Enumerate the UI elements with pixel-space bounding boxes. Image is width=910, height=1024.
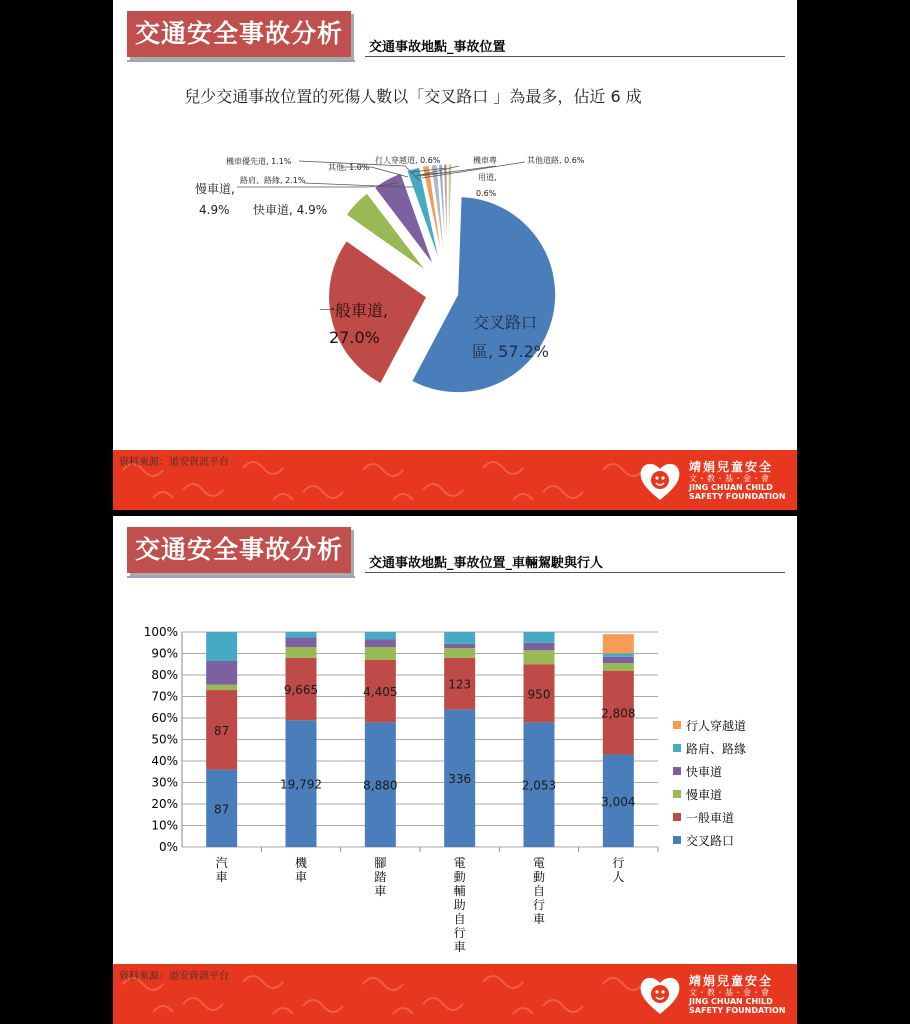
bar-segment — [286, 647, 317, 658]
x-category-label: 行 — [453, 926, 466, 940]
x-category-label: 腳 — [374, 856, 387, 870]
bar-segment — [603, 654, 634, 657]
pie-label-jiche-you: 機車優先道, 1.1% — [226, 157, 292, 166]
logo-name-cn-sub: 文・教・基・金・會 — [689, 988, 770, 997]
x-category-label: 動 — [453, 870, 466, 884]
bar-segment — [524, 650, 555, 664]
bar-segment — [444, 648, 475, 658]
pie-label-yiban-1: 一般車道, — [319, 301, 389, 320]
bar-data-label: 4,405 — [363, 685, 398, 700]
bar-segment — [603, 663, 634, 671]
x-category-label: 電 — [532, 856, 546, 870]
pie-label-man-1: 慢車道, — [195, 182, 235, 196]
x-category-label: 機 — [294, 856, 308, 870]
headline: 兒少交通事故位置的死傷人數以「交叉路口 」為最多，佔近 6 成 — [184, 87, 642, 106]
y-tick-label: 100% — [143, 625, 178, 639]
pie-label-qita: 其他, 1.0% — [328, 163, 370, 172]
x-category-label: 車 — [453, 940, 466, 954]
pie-label-jiaocha-2: 區, 57.2% — [472, 342, 550, 361]
legend-label: 交叉路口 — [686, 834, 735, 848]
logo-name-en-2: SAFETY FOUNDATION — [689, 492, 786, 501]
bar-segment — [206, 632, 237, 661]
bar-data-label: 950 — [527, 687, 551, 702]
footer-band — [113, 450, 797, 510]
footer-band — [113, 964, 797, 1024]
bar-data-label: 123 — [448, 677, 472, 692]
pie-chart — [113, 0, 797, 450]
x-category-label: 動 — [532, 870, 546, 884]
bar-segment — [444, 644, 475, 648]
bar-segment — [286, 632, 317, 637]
logo-name-en-1: JING CHUAN CHILD — [689, 997, 773, 1006]
x-category-label: 車 — [294, 870, 308, 884]
legend-label: 快車道 — [686, 765, 723, 779]
bar-segment — [286, 637, 317, 647]
pie-label-jiche-zhuan-1: 機車專 — [473, 156, 497, 165]
pie-label-jiche-zhuan-2: 用道, — [478, 173, 497, 182]
slide-subtitle: 交通事故地點_事故位置 — [369, 40, 506, 55]
bar-segment — [524, 643, 555, 651]
legend-swatch — [673, 813, 681, 821]
bar-data-label: 87 — [214, 723, 230, 738]
pie-label-jiche-zhuan-3: 0.6% — [476, 189, 497, 198]
x-category-label: 自 — [532, 884, 546, 898]
pie-label-qita-daolu: 其他道路, 0.6% — [527, 156, 585, 165]
bar-segment — [365, 647, 396, 660]
pie-label-man-2: 4.9% — [199, 203, 230, 217]
bar-segment — [603, 657, 634, 663]
slide-stacked-bar — [113, 516, 797, 1024]
bar-segment — [444, 632, 475, 644]
stacked-bar-chart — [113, 516, 797, 964]
foundation-logo — [637, 970, 789, 1020]
bar-data-label: 336 — [448, 772, 472, 787]
logo-name-cn-sub: 文・教・基・金・會 — [689, 474, 770, 483]
slide-pie — [113, 0, 797, 510]
logo-name-en — [689, 997, 786, 1015]
x-category-label: 人 — [612, 870, 625, 884]
y-tick-label: 0% — [158, 840, 178, 854]
logo-name-en-1: JING CHUAN CHILD — [689, 483, 773, 492]
pie-slice — [412, 197, 556, 393]
foundation-logo — [637, 456, 789, 506]
logo-name-cn: 靖娟兒童安全 — [689, 974, 774, 988]
pie-slice — [448, 164, 452, 262]
bar-data-label: 3,004 — [601, 794, 636, 809]
bar-data-label: 2,808 — [601, 706, 636, 721]
legend-label: 行人穿越道 — [686, 719, 747, 733]
y-tick-label: 30% — [151, 775, 178, 790]
pie-label-lujian: 路肩、路緣, 2.1% — [240, 176, 306, 185]
bar-segment — [603, 634, 634, 653]
slide-title: 交通安全事故分析 — [127, 527, 351, 573]
legend-label: 慢車道 — [686, 788, 723, 802]
bar-data-label: 19,792 — [280, 777, 322, 792]
y-tick-label: 80% — [151, 668, 178, 682]
y-tick-label: 60% — [151, 711, 178, 725]
y-tick-label: 20% — [151, 797, 178, 811]
bar-segment — [365, 632, 396, 640]
x-category-label: 行 — [612, 856, 625, 870]
bar-segment — [365, 640, 396, 648]
legend-swatch — [673, 721, 681, 729]
source-note: 資料來源：道安資訊平台 — [119, 457, 229, 468]
legend-swatch — [673, 790, 681, 798]
bar-segment — [206, 685, 237, 690]
x-category-label: 自 — [453, 912, 466, 926]
slide-title: 交通安全事故分析 — [127, 11, 351, 57]
legend-label: 一般車道 — [686, 811, 735, 825]
y-tick-label: 70% — [151, 689, 178, 704]
legend-label: 路肩、路緣 — [686, 742, 747, 756]
y-tick-label: 10% — [151, 818, 178, 833]
x-category-label: 汽 — [215, 856, 228, 870]
logo-name-en-2: SAFETY FOUNDATION — [689, 1006, 786, 1015]
pie-label-xingren: 行人穿越道, 0.6% — [375, 156, 441, 165]
heart-logo-icon — [637, 458, 683, 504]
legend-swatch — [673, 744, 681, 752]
x-category-label: 輔 — [453, 884, 466, 898]
logo-name-en — [689, 483, 786, 501]
x-category-label: 車 — [215, 870, 228, 884]
bar-data-label: 8,880 — [363, 778, 398, 793]
x-category-label: 踏 — [374, 870, 387, 884]
x-category-label: 車 — [374, 884, 387, 898]
legend-swatch — [673, 836, 681, 844]
x-category-label: 行 — [532, 898, 546, 912]
bar-segment — [206, 661, 237, 685]
bar-segment — [524, 632, 555, 643]
source-note: 資料來源：道安資訊平台 — [119, 971, 229, 982]
x-category-label: 助 — [453, 898, 466, 912]
y-tick-label: 90% — [151, 646, 178, 661]
pie-label-jiaocha-1: 交叉路口 — [473, 313, 538, 332]
logo-name-cn: 靖娟兒童安全 — [689, 460, 774, 474]
slide-subtitle: 交通事故地點_事故位置_車輛駕駛與行人 — [369, 556, 604, 571]
heart-logo-icon — [637, 972, 683, 1018]
bar-data-label: 9,665 — [283, 682, 319, 697]
bar-data-label: 87 — [214, 802, 230, 817]
pie-label-yiban-2: 27.0% — [329, 328, 380, 347]
x-category-label: 車 — [532, 912, 546, 926]
x-category-label: 電 — [453, 856, 466, 870]
pie-label-kuai: 快車道, 4.9% — [253, 203, 328, 217]
y-tick-label: 40% — [151, 754, 178, 768]
legend-swatch — [673, 767, 681, 775]
y-tick-label: 50% — [151, 732, 178, 747]
bar-data-label: 2,053 — [521, 778, 557, 793]
